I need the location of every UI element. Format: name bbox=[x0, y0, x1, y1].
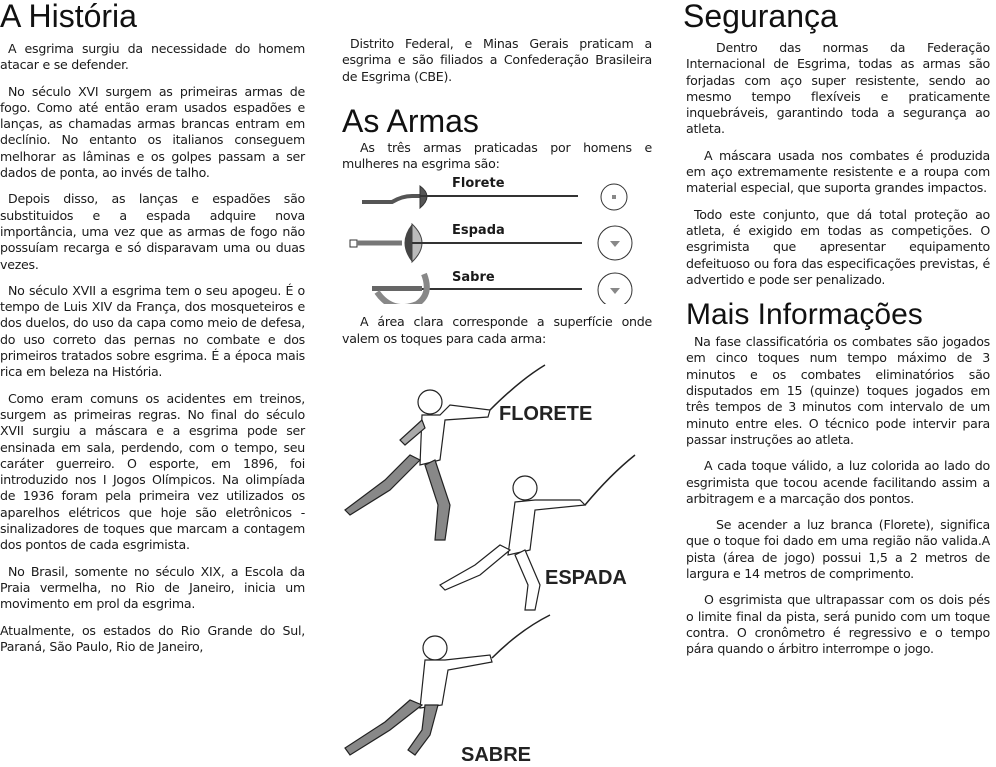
weapon-label-sabre: Sabre bbox=[452, 270, 495, 286]
paragraph: Se acender a luz branca (Florete), significa que o toque foi dado em uma região não valida.A pista (área de jogo) possui 1,5 a 2 metros de largura e 14 metros de comprimento. bbox=[686, 517, 990, 582]
paragraph: Distrito Federal, e Minas Gerais praticam a esgrima e são filiados a Confederação Brasileira de Esgrima (CBE). bbox=[342, 36, 652, 84]
figure-label-espada: ESPADA bbox=[545, 567, 627, 589]
sabre-icon bbox=[372, 273, 632, 304]
historia-column bbox=[0, 0, 305, 665]
seguranca-title: Segurança bbox=[683, 0, 838, 34]
paragraph: O esgrimista que ultrapassar com os dois pés o limite final da pista, será punido com um toque contra. O cronômetro é regressivo e o tempo pára quando o árbitro interrompe o jogo. bbox=[686, 592, 990, 657]
paragraph: A máscara usada nos combates é produzida em aço extremamente resistente e a roupa com material especial, que suporta grandes impactos. bbox=[686, 147, 990, 196]
historia-title: A História bbox=[0, 0, 137, 34]
weapons-illustration bbox=[342, 174, 652, 304]
paragraph: Todo este conjunto, que dá total proteção ao atleta, é exigido em todas as competições. O esgrimista que apresentar equipamento defeituoso ou fora das especificações previstas, é advertido e pode ser penalizado. bbox=[686, 206, 990, 287]
paragraph: Atualmente, os estados do Rio Grande do Sul, Paraná, São Paulo, Rio de Janeiro, bbox=[0, 622, 305, 654]
figure-label-sabre: SABRE bbox=[461, 744, 532, 766]
paragraph: No século XVII a esgrima tem o seu apogeu. É o tempo de Luis XIV da França, dos mosqueteiros e dos duelos, do uso da capa como meio de defesa, do uso correto das pernas no combate e dos primeiros tratados sobre esgrima. É a época mais rica em beleza na História. bbox=[0, 282, 305, 380]
paragraph: A esgrima surgiu da necessidade do homem atacar e se defender. bbox=[0, 41, 305, 73]
paragraph: A área clara corresponde a superfície onde valem os toques para cada arma: bbox=[342, 314, 652, 346]
figure-label-florete: FLORETE bbox=[499, 403, 593, 425]
paragraph: No Brasil, somente no século XIX, a Escola da Praia vermelha, no Rio de Janeiro, inicia um movimento em prol da esgrima. bbox=[0, 563, 305, 612]
paragraph: Dentro das normas da Federação Internacional de Esgrima, todas as armas são forjadas com aço super resistente, sendo ao mesmo tempo flexíveis e praticamente inquebráveis, garantindo toda a segurança ao atleta. bbox=[686, 40, 990, 137]
paragraph: As três armas praticadas por homens e mulheres na esgrima são: bbox=[342, 139, 652, 172]
fencer-sabre-figure bbox=[345, 615, 550, 755]
paragraph: Na fase classificatória os combates são jogados em cinco toques num tempo máximo de 3 minutos e os combates eliminatórios são disputados em 15 (quinze) toques jogados em três tempos de 3 minutos com intervalo de um minuto entre eles. O técnico pode intervir para passar instruções ao atleta. bbox=[686, 334, 990, 447]
armas-column bbox=[342, 36, 652, 357]
paragraph: A cada toque válido, a luz colorida ao lado do esgrimista que tocou acende facilitando assim a arbitragem e a marcação dos pontos. bbox=[686, 458, 990, 506]
mais-info-title: Mais Informações bbox=[686, 298, 923, 332]
paragraph: Depois disso, as lanças e espadões são substituidos e a espada adquire nova importância, uma vez que as armas de fogo não possuíam recarga e só disparavam uma ou duas vezes. bbox=[0, 191, 305, 272]
seguranca-column bbox=[683, 0, 990, 668]
weapons-diagram bbox=[342, 174, 652, 304]
armas-title: As Armas bbox=[342, 102, 479, 139]
weapon-label-espada: Espada bbox=[452, 223, 505, 239]
fencers-illustration bbox=[330, 360, 660, 765]
weapon-label-florete: Florete bbox=[452, 176, 505, 192]
paragraph: Como eram comuns os acidentes em treinos, surgem as primeiras regras. No final do século XVII surgiu a máscara e a esgrima pode ser ensinada em sala, perdendo, com o tempo, seu caráter guerreiro. O esporte, em 1896, foi introduzido nos I Jogos Olímpicos. Na olimpíada de 1936 foram pela primeira vez utilizados os aparelhos elétricos que hoje são eletrônicos - sinalizadores de toques que marcam a contagem dos pontos de cada esgrimista. bbox=[0, 390, 305, 553]
paragraph: No século XVI surgem as primeiras armas de fogo. Como até então eram usados espadões e lanças, as chamadas armas brancas entram em declínio. No entanto os italianos conseguem melhorar as lâminas e os golpes passam a ser dados de ponta, ao invés de talho. bbox=[0, 83, 305, 181]
